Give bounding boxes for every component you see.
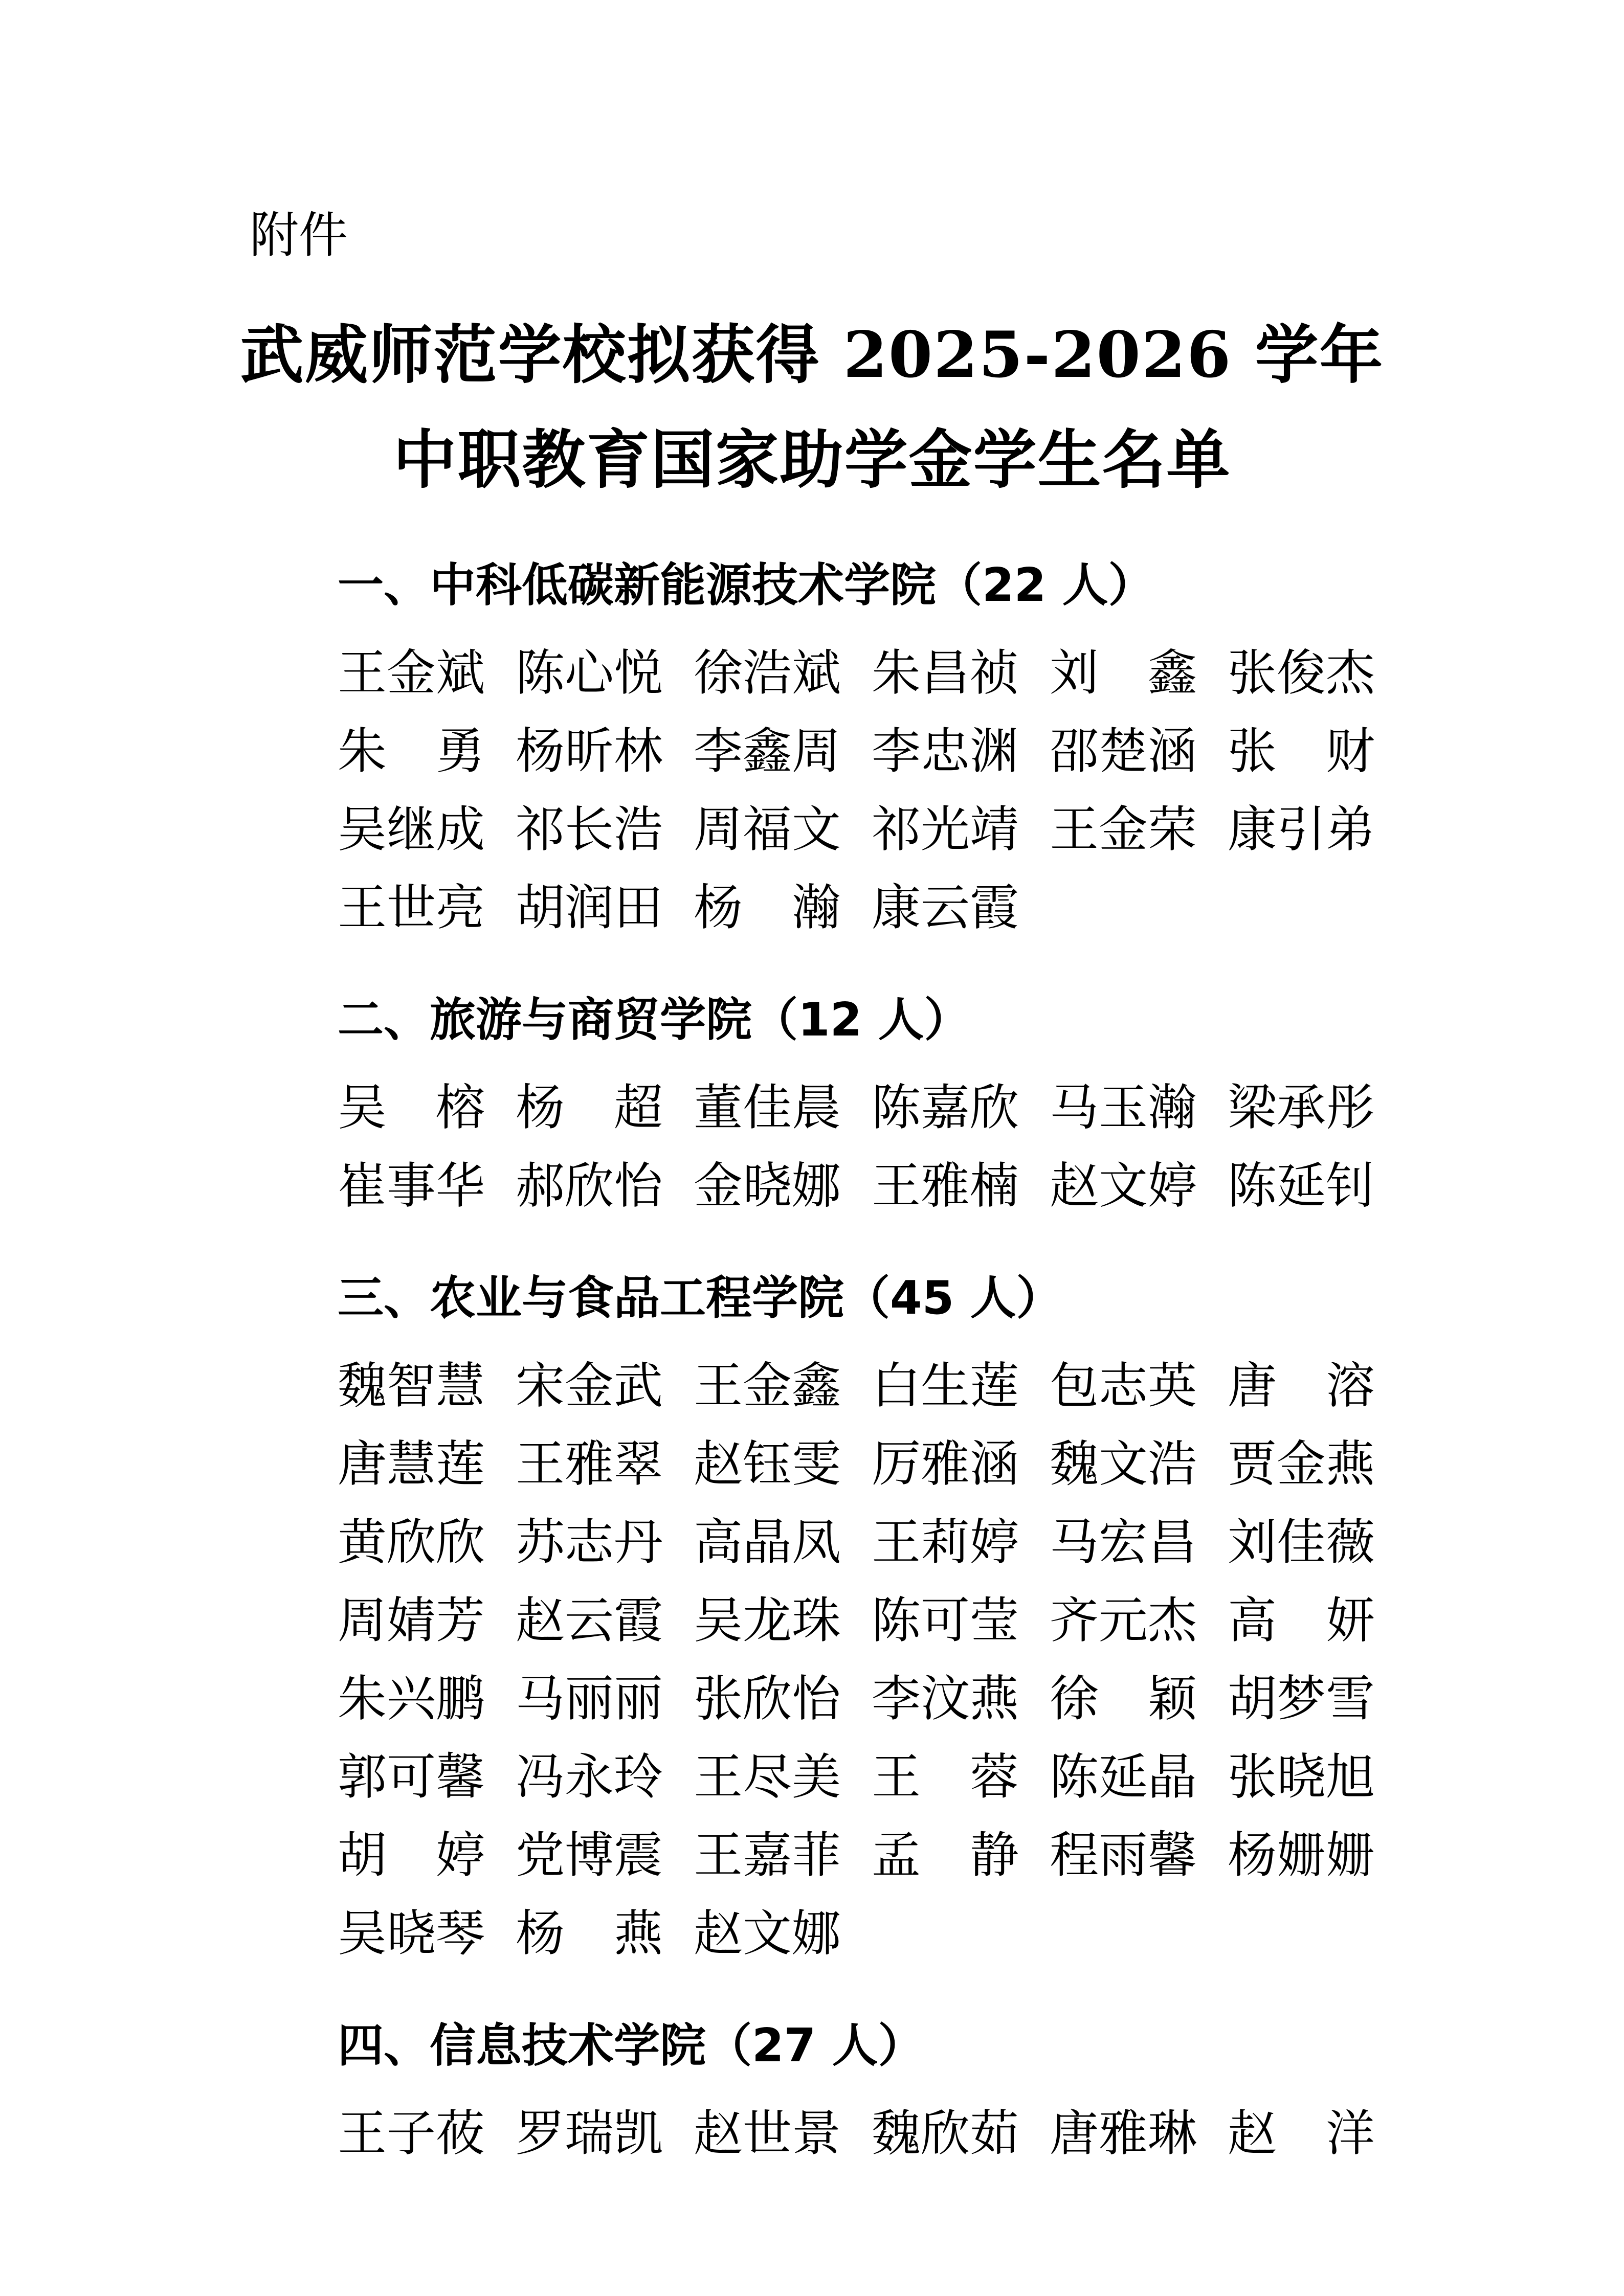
title-line-1: 武威师范学校拟获得 2025-2026 学年 bbox=[240, 318, 1384, 392]
name-row bbox=[338, 1816, 1378, 1895]
student-name: 包志英 bbox=[1050, 1357, 1197, 1414]
name-row bbox=[338, 1069, 1378, 1147]
name-row bbox=[338, 1660, 1378, 1738]
student-name: 马宏昌 bbox=[1050, 1513, 1197, 1571]
student-name: 张晓旭 bbox=[1228, 1748, 1375, 1806]
student-name: 王嘉菲 bbox=[694, 1826, 841, 1884]
student-name: 赵世景 bbox=[694, 2104, 841, 2162]
student-name: 赵 洋 bbox=[1228, 2104, 1375, 2162]
student-name: 王莉婷 bbox=[872, 1513, 1019, 1571]
student-name: 张 财 bbox=[1228, 722, 1375, 780]
student-name: 吴龙珠 bbox=[694, 1591, 841, 1649]
student-name: 朱 勇 bbox=[338, 722, 485, 780]
name-row bbox=[338, 1347, 1378, 1425]
student-name: 金晓娜 bbox=[694, 1157, 841, 1214]
student-name: 杨 超 bbox=[516, 1078, 663, 1136]
student-name: 孟 静 bbox=[872, 1826, 1019, 1884]
student-name: 刘佳薇 bbox=[1228, 1513, 1375, 1571]
student-name: 王雅翠 bbox=[516, 1435, 663, 1493]
student-name: 赵文婷 bbox=[1050, 1157, 1197, 1214]
document-title bbox=[0, 303, 1624, 512]
student-name: 马玉瀚 bbox=[1050, 1078, 1197, 1136]
student-name: 唐 溶 bbox=[1228, 1357, 1375, 1414]
student-name: 崔事华 bbox=[338, 1157, 485, 1214]
student-name: 王雅楠 bbox=[872, 1157, 1019, 1214]
student-name: 吴 榕 bbox=[338, 1078, 485, 1136]
section-heading: 四、信息技术学院（27 人） bbox=[338, 2018, 924, 2073]
attachment-label: 附件 bbox=[250, 207, 348, 264]
student-name: 吴继成 bbox=[338, 800, 485, 858]
student-name: 王子莜 bbox=[338, 2104, 485, 2162]
student-name: 周福文 bbox=[694, 800, 841, 858]
name-row bbox=[338, 712, 1378, 791]
section-heading: 三、农业与食品工程学院（45 人） bbox=[338, 1271, 1062, 1325]
student-name: 杨 瀚 bbox=[694, 879, 841, 936]
student-name: 李鑫周 bbox=[694, 722, 841, 780]
student-name: 王金鑫 bbox=[694, 1357, 841, 1414]
student-name: 魏文浩 bbox=[1050, 1435, 1197, 1493]
student-name: 高晶凤 bbox=[694, 1513, 841, 1571]
student-name: 祁长浩 bbox=[516, 800, 663, 858]
student-name: 唐慧莲 bbox=[338, 1435, 485, 1493]
student-name: 王金斌 bbox=[338, 644, 485, 702]
section-heading: 二、旅游与商贸学院（12 人） bbox=[338, 993, 970, 1047]
student-name: 王世亮 bbox=[338, 879, 485, 936]
student-name: 魏智慧 bbox=[338, 1357, 485, 1414]
student-name: 赵钰雯 bbox=[694, 1435, 841, 1493]
student-name: 冯永玲 bbox=[516, 1748, 663, 1806]
student-name: 周婧芳 bbox=[338, 1591, 485, 1649]
student-name: 白生莲 bbox=[872, 1357, 1019, 1414]
student-name: 徐浩斌 bbox=[694, 644, 841, 702]
student-name: 王 蓉 bbox=[872, 1748, 1019, 1806]
student-name: 魏欣茹 bbox=[872, 2104, 1019, 2162]
student-name: 陈心悦 bbox=[516, 644, 663, 702]
student-name: 高 妍 bbox=[1228, 1591, 1375, 1649]
title-line-2: 中职教育国家助学金学生名单 bbox=[393, 422, 1231, 497]
student-name: 康引弟 bbox=[1228, 800, 1375, 858]
section bbox=[338, 982, 1378, 1225]
student-name: 李汶燕 bbox=[872, 1670, 1019, 1727]
name-row bbox=[338, 1147, 1378, 1225]
student-name: 罗瑞凯 bbox=[516, 2104, 663, 2162]
student-name: 马丽丽 bbox=[516, 1670, 663, 1727]
student-name: 王尽美 bbox=[694, 1748, 841, 1806]
student-name: 梁承彤 bbox=[1228, 1078, 1375, 1136]
student-name: 贾金燕 bbox=[1228, 1435, 1375, 1493]
student-name: 吴晓琴 bbox=[338, 1904, 485, 1962]
student-name: 杨 燕 bbox=[516, 1904, 663, 1962]
name-row bbox=[338, 1738, 1378, 1816]
student-name: 祁光靖 bbox=[872, 800, 1019, 858]
student-name: 王金荣 bbox=[1050, 800, 1197, 858]
student-name: 杨昕林 bbox=[516, 722, 663, 780]
student-name: 苏志丹 bbox=[516, 1513, 663, 1571]
student-name: 徐 颖 bbox=[1050, 1670, 1197, 1727]
name-row bbox=[338, 1425, 1378, 1503]
name-row bbox=[338, 1582, 1378, 1660]
student-name: 党博震 bbox=[516, 1826, 663, 1884]
student-name: 宋金武 bbox=[516, 1357, 663, 1414]
student-name: 朱兴鹏 bbox=[338, 1670, 485, 1727]
student-name: 陈可莹 bbox=[872, 1591, 1019, 1649]
section-heading: 一、中科低碳新能源技术学院（22 人） bbox=[338, 558, 1154, 612]
student-name: 刘 鑫 bbox=[1050, 644, 1197, 702]
student-name: 郭可馨 bbox=[338, 1748, 485, 1806]
student-name: 赵文娜 bbox=[694, 1904, 841, 1962]
name-row bbox=[338, 634, 1378, 712]
student-name: 张俊杰 bbox=[1228, 644, 1375, 702]
student-name: 邵楚涵 bbox=[1050, 722, 1197, 780]
name-row bbox=[338, 791, 1378, 869]
student-name: 程雨馨 bbox=[1050, 1826, 1197, 1884]
student-name: 陈延钊 bbox=[1228, 1157, 1375, 1214]
student-name: 胡 婷 bbox=[338, 1826, 485, 1884]
sections bbox=[338, 547, 1378, 2173]
student-name: 齐元杰 bbox=[1050, 1591, 1197, 1649]
student-name: 康云霞 bbox=[872, 879, 1019, 936]
name-row bbox=[338, 1503, 1378, 1582]
student-name: 陈延晶 bbox=[1050, 1748, 1197, 1806]
student-name: 郝欣怡 bbox=[516, 1157, 663, 1214]
student-name: 胡梦雪 bbox=[1228, 1670, 1375, 1727]
student-name: 张欣怡 bbox=[694, 1670, 841, 1727]
student-name: 朱昌祯 bbox=[872, 644, 1019, 702]
name-row bbox=[338, 2095, 1378, 2173]
section bbox=[338, 1260, 1378, 1973]
student-name: 董佳晨 bbox=[694, 1078, 841, 1136]
name-row bbox=[338, 869, 1378, 947]
student-name: 李忠渊 bbox=[872, 722, 1019, 780]
student-name: 厉雅涵 bbox=[872, 1435, 1019, 1493]
student-name: 黄欣欣 bbox=[338, 1513, 485, 1571]
student-name: 杨姗姗 bbox=[1228, 1826, 1375, 1884]
student-name: 胡润田 bbox=[516, 879, 663, 936]
student-name: 陈嘉欣 bbox=[872, 1078, 1019, 1136]
section bbox=[338, 2008, 1378, 2173]
section bbox=[338, 547, 1378, 947]
name-row bbox=[338, 1895, 1378, 1973]
student-name: 唐雅琳 bbox=[1050, 2104, 1197, 2162]
student-name: 赵云霞 bbox=[516, 1591, 663, 1649]
